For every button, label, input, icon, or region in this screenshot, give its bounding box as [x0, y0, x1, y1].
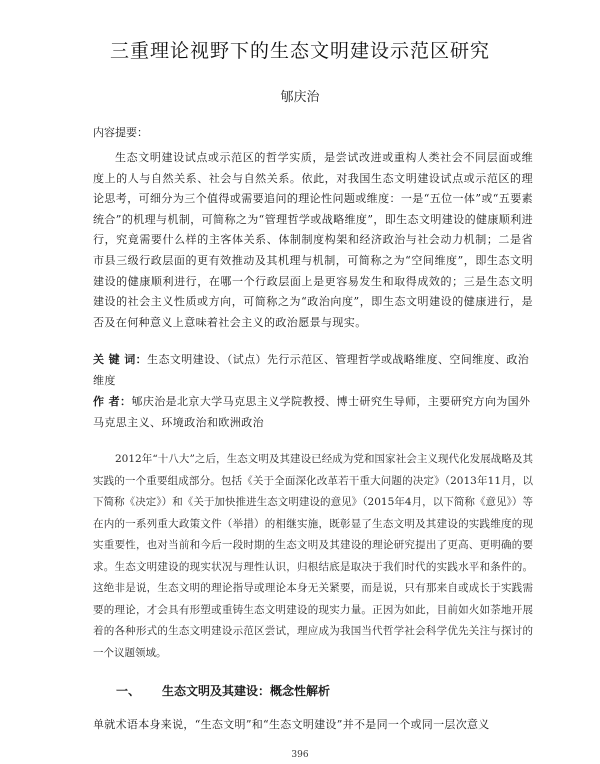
section-heading [116, 682, 330, 699]
keywords-label: 关 键 词： [93, 353, 148, 366]
paper-title: 三重理论视野下的生态文明建设示范区研究 [109, 40, 490, 62]
section-number: 一、 [116, 684, 141, 698]
page-number: 396 [291, 750, 309, 760]
author-info [93, 392, 533, 433]
author-info-label: 作 者： [93, 395, 132, 408]
author-name: 郇庆治 [280, 90, 320, 105]
keywords [93, 350, 533, 391]
keywords-text: 生态文明建设、（试点）先行示范区、管理哲学或战略维度、空间维度、政治维度 [93, 353, 530, 387]
abstract-heading: 内容提要： [93, 126, 148, 139]
abstract-text: 生态文明建设试点或示范区的哲学实质，是尝试改进或重构人类社会不同层面或维度上的人与自然关系、社会与自然关系。依此，对我国生态文明建设试点或示范区的理论思考，可细分为三个值得或需要追问的理论性问题或维度：一是“五位一体”或“五要素统合”的机理与机制，可简称之为“管理哲学或战略维度”，即生态文明建设的健康顺利进行，究竟需要什么样的主客体关系、体制制度构架和经济政治与社会动力机制；二是省市县三级行政层面的更有效推动及其机理与机制，可简称之为“空间维度”，即生态文明建设的健康顺利进行，在哪一个行政层面上是更容易发生和取得成效的；三是生态文明建设的社会主义性质或方向，可简称之为“政治向度”，即生态文明建设的健康进行，是否及在何种意义上意味着社会主义的政治愿景与现实。 [93, 151, 533, 329]
section-title: 生态文明及其建设：概念性解析 [162, 684, 331, 698]
body-paragraph: 2012年“十八大”之后，生态文明及其建设已经成为党和国家社会主义现代化发展战略及其实践的一个重要组成部分。包括《关于全面深化改革若干重大问题的决定》（2013年11月，以下简称《决定》）和《关于加快推进生态文明建设的意见》（2015年4月，以下简称《意见》）等在内的一系列重大政策文件（举措）的相继实施，既彰显了生态文明及其建设的实践维度的现实重要性，也对当前和今后一段时期的生态文明及其建设的理论研究提出了更高、更明确的要求。生态文明建设的现实状况与理性认识，归根结底是取决于我们时代的实践水平和条件的。这绝非是说，生态文明的理论指导或理论本身无关紧要，而是说，只有那来自或成长于实践需要的理论，才会具有形塑或重铸生态文明建设的现实力量。正因为如此，目前如火如荼地开展着的各种形式的生态文明建设示范区尝试，理应成为我国当代哲学社会科学优先关注与探讨的一个议题领域。 [93, 453, 533, 659]
author-info-text: 郇庆治是北京大学马克思主义学院教授、博士研究生导师，主要研究方向为国外马克思主义、环境政治和欧洲政治 [93, 395, 531, 429]
body-last-line: 单就术语本身来说，“生态文明”和“生态文明建设”并不是同一个或同一层次意义 [93, 718, 490, 731]
